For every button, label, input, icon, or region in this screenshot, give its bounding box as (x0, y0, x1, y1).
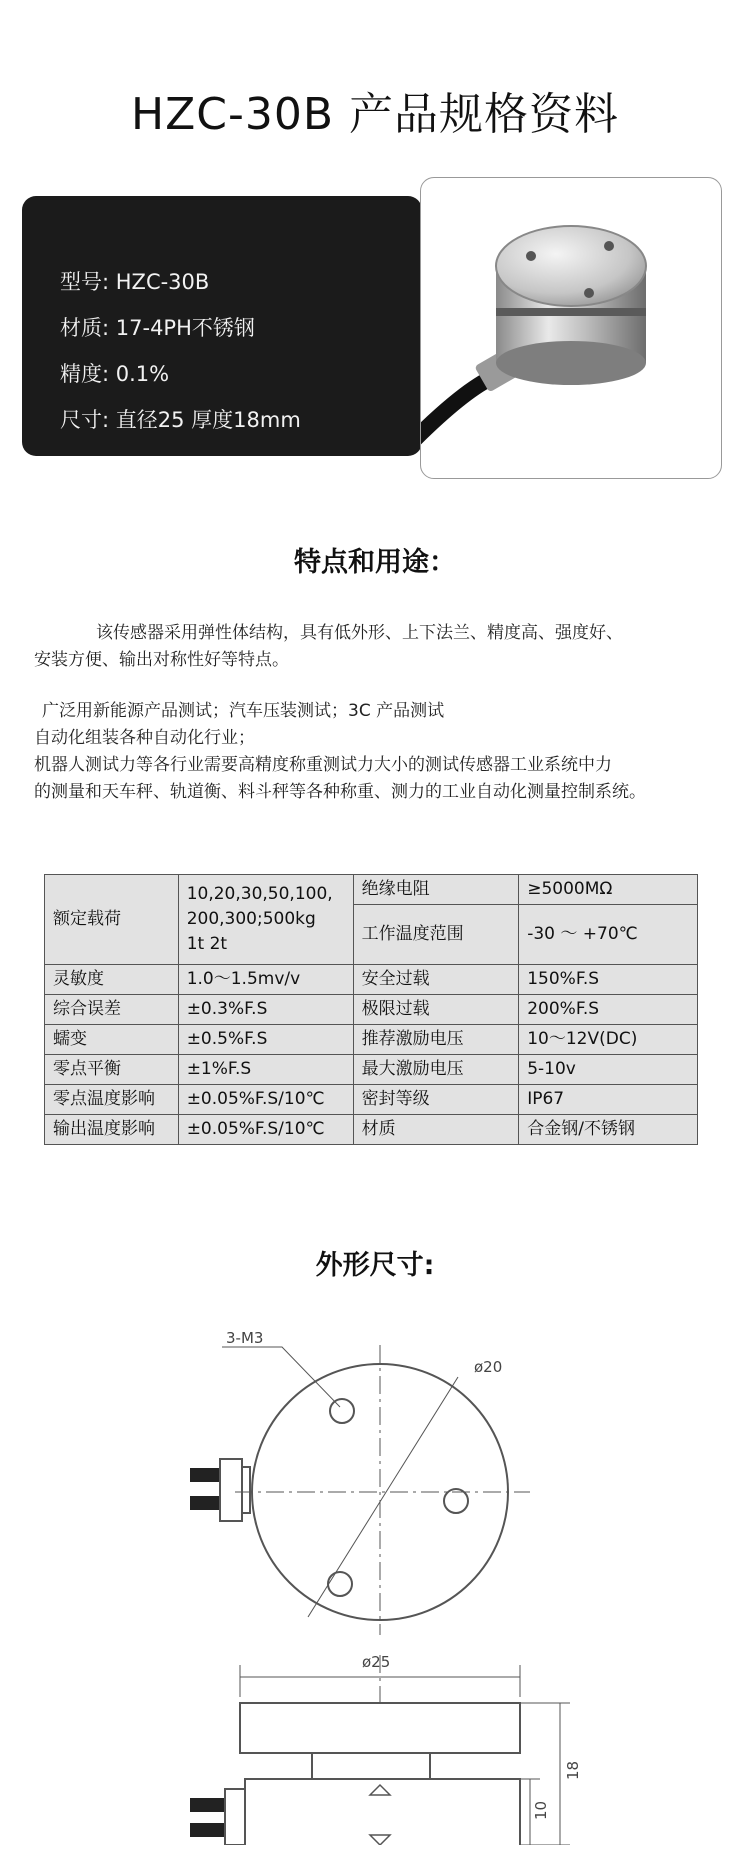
features-heading: 特点和用途： (294, 547, 456, 578)
page-title: HZC-30B 产品规格资料 (131, 89, 619, 140)
table-cell-label: 安全过载 (353, 965, 519, 995)
table-cell-value: 200%F.S (519, 995, 698, 1025)
table-cell-label: 灵敏度 (45, 965, 179, 995)
table-cell-value: ±0.5%F.S (178, 1025, 353, 1055)
features-paragraph-1 (34, 620, 724, 674)
table-row (45, 1085, 698, 1115)
table-cell-value: 5-10v (519, 1055, 698, 1085)
spec-accuracy: 精度: 0.1% (60, 362, 170, 386)
table-row (45, 965, 698, 995)
table-cell-label: 推荐激励电压 (353, 1025, 519, 1055)
table-cell-label: 零点平衡 (45, 1055, 179, 1085)
cable-gland-icon (220, 1459, 242, 1521)
load-cell-photo-icon (421, 178, 721, 478)
dimension-drawing (190, 1325, 590, 1845)
text-line: 的测量和天车秤、轨道衡、料斗秤等各种称重、测力的工业自动化测量控制系统。 (34, 782, 646, 802)
text-line: 该传感器采用弹性体结构，具有低外形、上下法兰、精度高、强度好、 (96, 623, 623, 643)
spec-size: 尺寸: 直径25 厚度18mm (60, 408, 301, 432)
text-line: 10,20,30,50,100, (186, 884, 333, 904)
table-cell-label: 最大激励电压 (353, 1055, 519, 1085)
table-cell-label: 综合误差 (45, 995, 179, 1025)
table-cell-value: ±0.3%F.S (178, 995, 353, 1025)
table-cell-value: ±0.05%F.S/10℃ (178, 1085, 353, 1115)
table-cell-label: 极限过载 (353, 995, 519, 1025)
product-photo (420, 177, 722, 479)
table-cell-value: 10～12V(DC) (519, 1025, 698, 1055)
text-line: 安装方便、输出对称性好等特点。 (34, 650, 289, 670)
table-row (45, 875, 698, 905)
table-cell-value: 1.0～1.5mv/v (178, 965, 353, 995)
table-cell-value: 合金钢/不锈钢 (519, 1115, 698, 1145)
table-cell-label: 零点温度影响 (45, 1085, 179, 1115)
table-cell-label: 工作温度范围 (353, 905, 519, 965)
side-diameter-label: ø25 (362, 1653, 391, 1671)
text-line: 机器人测试力等各行业需要高精度称重测试力大小的测试传感器工业系统中力 (34, 755, 612, 775)
height-total-label: 18 (564, 1760, 582, 1780)
table-row (45, 1055, 698, 1085)
top-flange (240, 1703, 520, 1753)
table-cell-value: IP67 (519, 1085, 698, 1115)
table-cell-label: 蠕变 (45, 1025, 179, 1055)
text-line: 200,300;500kg (186, 909, 316, 929)
table-row (45, 995, 698, 1025)
table-cell-label: 输出温度影响 (45, 1115, 179, 1145)
spec-table (44, 874, 698, 1145)
table-cell-value: ±0.05%F.S/10℃ (178, 1115, 353, 1145)
table-cell-label: 材质 (353, 1115, 519, 1145)
text-line: 自动化组装各种自动化行业； (34, 728, 255, 748)
table-cell-value: ±1%F.S (178, 1055, 353, 1085)
table-cell-label: 密封等级 (353, 1085, 519, 1115)
height-body-label: 10 (532, 1800, 550, 1820)
hole-label: 3-M3 (226, 1329, 264, 1347)
spec-material: 材质: 17-4PH不锈钢 (60, 316, 255, 340)
text-line: 广泛用新能源产品测试；汽车压装测试；3C 产品测试 (42, 701, 445, 721)
spec-summary-panel (22, 196, 422, 456)
spec-model: 型号: HZC-30B (60, 270, 210, 294)
table-cell-value: ≥5000MΩ (519, 875, 698, 905)
table-row (45, 1025, 698, 1055)
table-cell-value (178, 875, 353, 965)
table-cell-label: 绝缘电阻 (353, 875, 519, 905)
table-cell-label: 额定载荷 (45, 875, 179, 965)
table-row (45, 1115, 698, 1145)
dimensions-heading: 外形尺寸: (315, 1250, 435, 1281)
features-paragraph-2 (34, 698, 724, 806)
top-diameter-label: ø20 (474, 1358, 503, 1376)
table-cell-value: 150%F.S (519, 965, 698, 995)
table-cell-value: -30 ～ +70℃ (519, 905, 698, 965)
text-line: 1t 2t (186, 934, 228, 954)
